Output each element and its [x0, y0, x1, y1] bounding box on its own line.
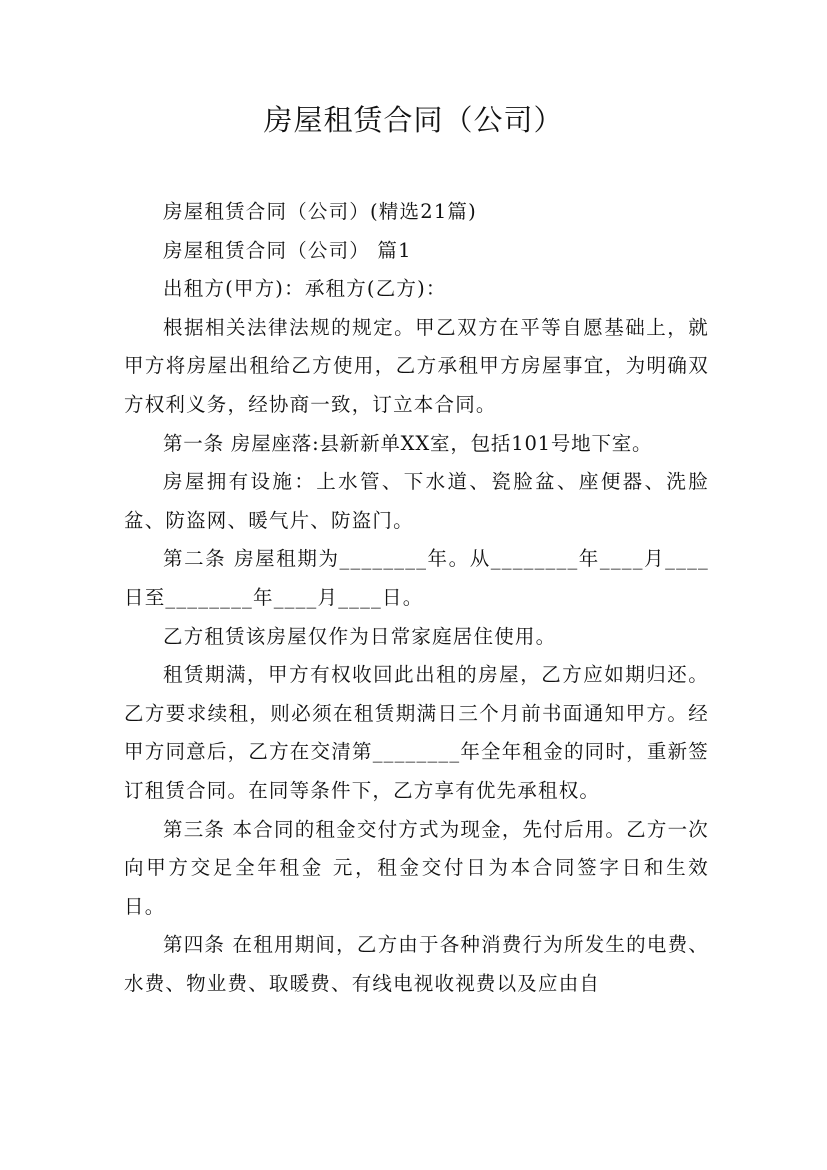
paragraph-parties: 出租方(甲方)：承租方(乙方)： [163, 277, 447, 301]
paragraph-subtitle: 房屋租赁合同（公司）(精选21篇) [163, 200, 477, 223]
paragraph-renewal: 租赁期满，甲方有权收回此出租的房屋，乙方应如期归还。乙方要求续租，则必须在租赁期满日三个月前书面通知甲方。经甲方同意后，乙方在交清第________年全年租金的同时，重新签订租赁合同。在同等条件下，乙方享有优先承租权。 [124, 663, 709, 802]
document-title: 房屋租赁合同（公司） [263, 103, 564, 137]
paragraph-section-heading: 房屋租赁合同（公司） 篇1 [163, 238, 412, 262]
paragraph-facilities: 房屋拥有设施：上水管、下水道、瓷脸盆、座便器、洗脸盆、防盗网、暖气片、防盗门。 [124, 470, 709, 532]
paragraph-usage: 乙方租赁该房屋仅作为日常家庭居住使用。 [163, 624, 557, 648]
paragraph-article-2: 第二条 房屋租期为________年。从________年____月____日至________年____月____日。 [124, 547, 709, 609]
paragraph-article-1: 第一条 房屋座落:县新新单XX室，包括101号地下室。 [163, 431, 653, 455]
document-body [124, 193, 709, 1003]
paragraph-article-3: 第三条 本合同的租金交付方式为现金，先付后用。乙方一次向甲方交足全年租金 元，租金交付日为本合同签字日和生效日。 [124, 817, 709, 918]
paragraph-article-4: 第四条 在租用期间，乙方由于各种消费行为所发生的电费、水费、物业费、取暖费、有线电视收视费以及应由自 [124, 933, 709, 995]
paragraph-preamble: 根据相关法律法规的规定。甲乙双方在平等自愿基础上，就甲方将房屋出租给乙方使用，乙方承租甲方房屋事宜，为明确双方权利义务，经协商一致，订立本合同。 [124, 315, 709, 416]
